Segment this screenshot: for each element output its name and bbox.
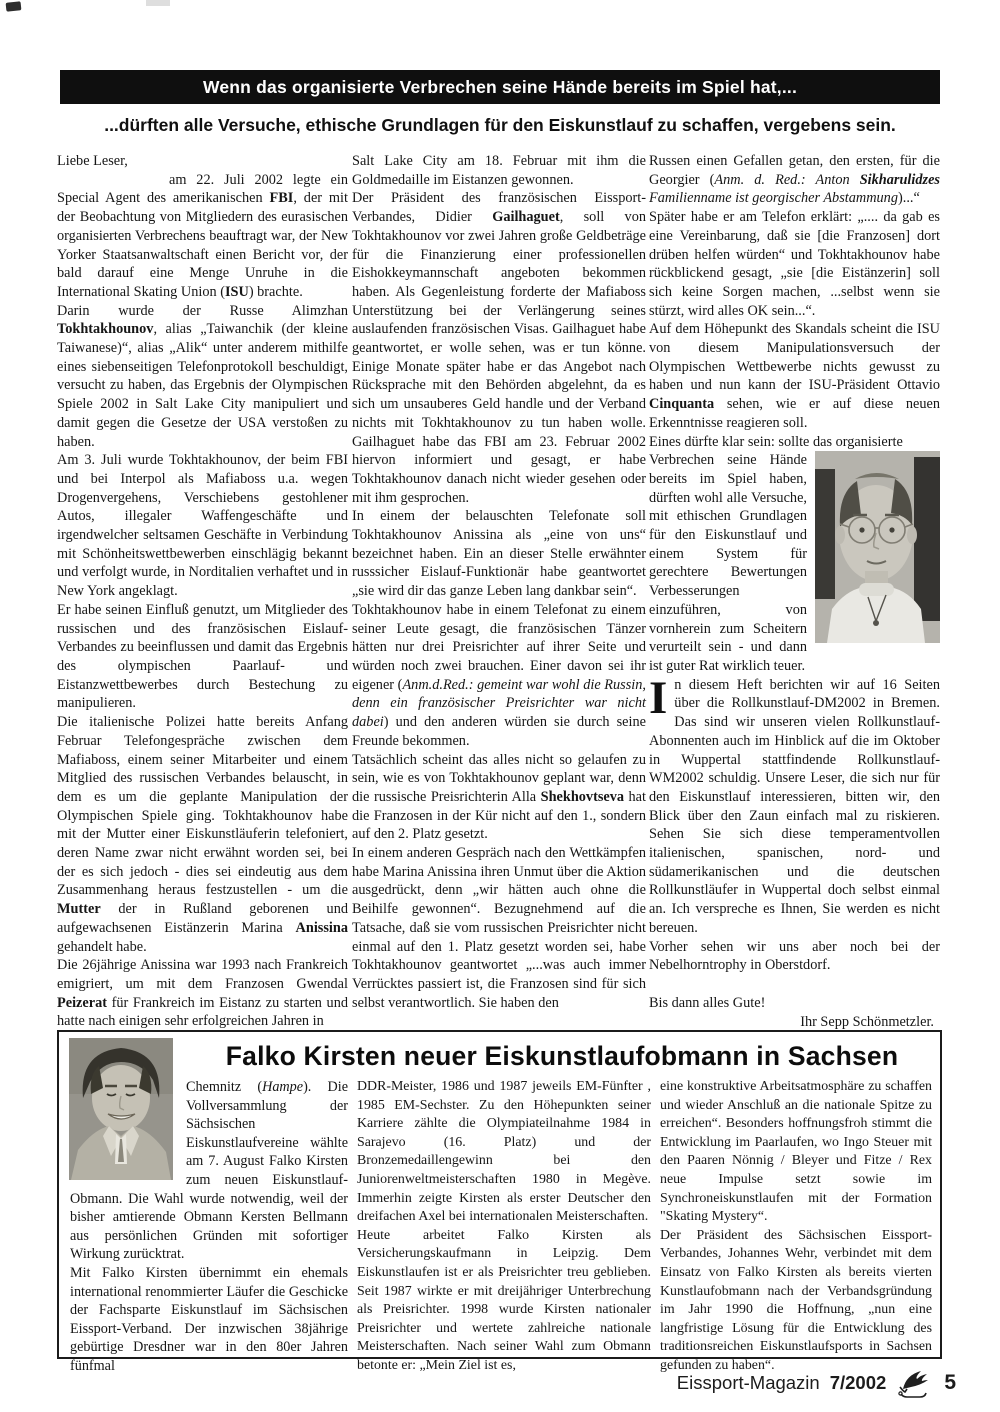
scan-artifact (146, 0, 170, 6)
article-paragraph-dropcap (649, 671, 940, 938)
article-column-2 (352, 152, 646, 1012)
article-paragraph: Salt Lake City am 18. Februar mit ihm die Goldmedaille im Eistanzen gewonnen. (352, 153, 646, 188)
article-paragraph: Später habe er am Telefon erklärt: „.... da gab es eine Vereinbarung, daß sie [die Franzosen] dort drüben helfen würden“ und Tokhtakhounov habe rückblickend gesagt, „sie [die Eistänzerin] soll sich keine Sorgen machen, ...selbst wenn sie stürzt, wird alles OK sein...“. (649, 209, 940, 319)
box-column-3 (660, 1078, 932, 1373)
box-paragraph: eine konstruktive Arbeitsatmosphäre zu schaffen und wieder Anschluß an die nationale Spitze zu erreichen“. Besonders hoffnungsfroh stimmt die Entwicklung im Paarlaufen, wo Ingo Steuer mit den Paaren Nönnig / Bleyer und Fitze / Rex neue Impulse setzt sowie im Synchroneiskunstlaufen mit der Formation "Skating Mystery“. (660, 1079, 932, 1225)
article-paragraph: Vorher sehen wir uns aber noch bei der Nebelhorntrophy in Oberstdorf. (649, 938, 940, 974)
box-column-2 (357, 1078, 651, 1373)
signature-text: Ihr Sepp Schönmetzler. (800, 1013, 934, 1030)
article-paragraph: Darin wurde der Russe Alimzhan Tokhtakhounov, alias „Taiwanchik (der kleine Taiwanese)“, alias „Alik“ unter anderem mithilfe eines siebenseitigen Telefonprotokoll beschuldigt, versucht zu haben, das Ergebnis der Olympischen Spiele 2002 in Salt Lake City manipuliert und damit gegen die Gesetze der USA verstoßen zu haben. (57, 302, 348, 450)
article-paragraph: Tatsächlich scheint das alles nicht so gelaufen zu sein, wie es von Tokhtakhounov geplant war, denn die russische Preisrichterin Alla Shekhovtseva hat die Franzosen in der Kür nicht auf den 1., sondern auf den 2. Platz gesetzt. (352, 751, 646, 843)
article-paragraph: Eines dürfte klar sein: sollte das organisierte (649, 433, 903, 450)
article-paragraph: Russen einen Gefallen getan, den ersten, für die Georgier (Anm. d. Red.: Anton Sikharulidzes Familienname ist georgischer Abstammung)...“ (649, 153, 940, 207)
box-column-1 (70, 1078, 348, 1374)
article-paragraph-text: n diesem Heft berichten wir auf 16 Seiten über die Rollkunstlauf-DM2002 in Bremen. Das sind wir unseren vielen Rollkunstlauf-Abonnenten auch im Hinblick auf die im Oktober in Wuppertal stattfindende Rollkunstlauf-WM2002 schuldig. Unsere Leser, die sich nur für den Eiskunstlauf interessieren, bitten wir, den Blick über den Zaun einfach mal zu riskieren. Sehen Sie sich diese temperamentvollen italienischen, spanischen, nord- und südamerikanischen und die deutschen Rollkunstläufer in Wuppertal doch selbst einmal an. Ich verspreche es Ihnen, Sie werden es nicht bereuen. (649, 676, 940, 936)
box-paragraph: Mit Falko Kirsten übernimmt ein ehemals international renommierter Läufer die Geschicke der Fachsparte Eiskunstlauf im Sächsischen Eissport-Verband. Der inzwischen 38jährige gebürtige Dresdner war in den 80er Jahren fünfmal (70, 1264, 348, 1374)
article-column-3 (649, 152, 940, 1031)
box-columns (70, 1078, 932, 1374)
article-paragraph: Der Präsident des französischen Eissport-Verbandes, Didier Gailhaguet, soll von Tokhtakhounov vor zwei Jahren große Geldbeträge für die Finanzierung einer professionellen Eishokkeymannschaft angeboten bekommen haben. Als Gegenleistung forderte der Mafiaboss Unterstützung bei der Verlängerung seines auslaufenden französischen Visas. Gailhaguet habe geantwortet, er wolle sehen, was er tun könne. Einige Monate später habe er das Angebot nach Rücksprache mit den Behörden abgelehnt, da es sich um unsauberes Geld handle und der Verband nichts mit Tokhtakhounov zu tun haben wolle. Gailhaguet habe das FBI am 23. Februar 2002 hiervon informiert und gesagt, er habe Tokhtakhounov danach nicht wieder gesehen oder mit ihm gesprochen. (352, 190, 646, 506)
scan-artifact (6, 1, 22, 12)
article-paragraph: Auf dem Höhepunkt des Skandals scheint die ISU von diesem Manipulationsversuch der Olympischen Wettbewerbe nichts gewusst zu haben und nun kann der ISU-Präsident Ottavio Cinquanta sehen, wie er auf diese neuen Erkenntnisse reagieren soll. (649, 321, 940, 431)
article-paragraph: Tokhtakhounov habe in einem Telefonat zu einem seiner Leute gesagt, die französischen Tänzer hätten nur drei Preisrichter auf ihrer Seite und würden noch zwei brauchen. Einer davon sei ihr eigener (Anm.d.Red.: gemeint war wohl die Russin, denn ein französischer Preisrichter war nicht dabei) und den anderen würden sie durch seine Freunde bekommen. (352, 601, 646, 749)
article-paragraph: In einem anderen Gespräch nach den Wettkämpfen habe Marina Anissina ihren Unmut über die Aktion ausgedrückt, denn „wir hätten auch ohne die Beihilfe gewonnen“. Bezugnehmend auf die Tatsache, daß sie vom russischen Preisrichter nicht einmal auf den 1. Platz gesetzt worden sei, habe Tokhtakhounov geantwortet „...was auch immer Verrücktes passiert ist, die Franzosen sind für sich selbst verantwortlich. Sie haben den (352, 845, 646, 1011)
box-paragraph: Der Präsident des Sächsischen Eissport-Verbandes, Johannes Wehr, verbindet mit dem Einsatz von Falko Kirsten als bereits vierten Kunstlaufobmann nach der Verbandsgründung im Jahr 1990 die Hoffnung, „nun eine langfristige Lösung für die Entwicklung des traditionsreichen Eiskunstlaufsports in Sachsen gefunden zu haben“. (660, 1227, 932, 1373)
headline-banner (60, 70, 940, 104)
article-column-1 (57, 152, 348, 1031)
headline-banner-text: Wenn das organisierte Verbrechen seine Hände bereits im Spiel hat,... (202, 76, 798, 97)
article-paragraph: Die 26jährige Anissina war 1993 nach Frankreich emigriert, um mit dem Franzosen Gwendal Peizerat für Frankreich im Eistanz zu starten und hatte nach einigen sehr erfolgreichen Jahren in (57, 957, 348, 1030)
magazine-logo-icon (896, 1368, 930, 1398)
article-paragraph: In einem der belauschten Telefonate soll Tokhtakhounov Anissina als „eine von uns“ bezeichnet haben. Ein an dieser Stelle erwähnter russsicher Eislauf-Funktionär habe geantwortet „sie wird dir das ganze Leben lang dankbar sein“. (352, 508, 646, 600)
box-paragraph: DDR-Meister, 1986 und 1987 jeweils EM-Fünfter , 1985 EM-Sechster. Zu den Höhepunkten seiner Karriere zählte die Olympiateilnahme 1984 in Sarajevo (16. Platz) und der Bronzemedaillengewinn bei den Juniorenweltmeisterschaften 1980 in Megève. Immerhin zeigte Kirsten als erster Deutscher den dreifachen Axel bei internationalen Meisterschaften. (357, 1079, 651, 1225)
signoff-text: Bis dann alles Gute! (649, 994, 766, 1011)
article-paragraph: Am 3. Juli wurde Tokhtakhounov, der beim FBI und bei Interpol als Mafiaboss u.a. wegen Drogenvergehens, Verschiebens gestohlener Autos, illegaler Waffengeschäfte und irgendwelcher seltsamen Geschäfte in Verbindung mit Schönheitswettbewerben einschlägig bekannt und verfolgt wurde, in Norditalien verhaftet und in New York angeklagt. (57, 452, 348, 600)
magazine-name: Eissport-Magazin (676, 1372, 820, 1393)
drop-cap: I (649, 671, 668, 724)
sepp-schoenmetzler-photo (815, 451, 940, 643)
page-footer (677, 1368, 956, 1398)
photo-spacer (70, 1078, 186, 1182)
photo-wrap-block (649, 451, 940, 675)
falko-kirsten-article-box (57, 1030, 942, 1374)
article-paragraph: Die italienische Polizei hatte bereits Anfang Februar Telefongespräche zwischen dem Mafiaboss, einem seiner Mitarbeiter und einem Mitglied des russischen Verbandes belauscht, in dem es um die geplante Manipulation der Olympischen Spiele ging. Tokhtakhounov habe mit der Mutter einer Eiskunstläuferin telefoniert, deren Name zwar nicht erwähnt worden sei, bei der es sich jedoch - dies sei eindeutig aus dem Zusammenhang heraus festzustellen - um die Mutter der in Rußland geborenen und aufgewachsenen Eistänzerin Marina Anissina gehandelt habe. (57, 714, 348, 955)
box-title: Falko Kirsten neuer Eiskunstlaufobmann in Sachsen (225, 1041, 899, 1071)
page-number: 5 (944, 1371, 956, 1394)
box-paragraph: Heute arbeitet Falko Kirsten als Versicherungskaufmann in Leipzig. Dem Eiskunstlaufen ist er als Preisrichter treu geblieben. Seit 1987 wirkte er mit dreijähriger Unterbrechung als Preisrichter. 1998 wurde Kirsten nationaler Preisrichter und wertete zahlreiche nationale Meisterschaften. Nach seiner Wahl zum Obmann betonte er: „Mein Ziel ist es, (357, 1227, 651, 1373)
salutation: Liebe Leser, (57, 153, 128, 169)
article-paragraph: am 22. Juli 2002 legte ein Special Agent des amerikanischen FBI, der mit der Beobachtung von Mitgliedern des eurasischen organisierten Verbrechens beauftragt war, der New Yorker Staatsanwaltschaft einen Bericht vor, der bald darauf eine Menge Unruhe in die International Skating Union (ISU) brachte. (57, 171, 348, 300)
issue-number: 7/2002 (829, 1372, 887, 1393)
headline-subtitle: ...dürften alle Versuche, ethische Grundlagen für den Eiskunstlauf zu schaffen, vergebens sein. (104, 115, 896, 135)
box-paragraph: Chemnitz (Hampe). Die Vollversammlung der Sächsischen Eiskunstlaufvereine wählte am 7. August Falko Kirsten zum neuen Eiskunstlauf-Obmann. Die Wahl wurde notwendig, weil der bisher amtierende Obmann Kersten Bellmann aus persönlichen Gründen mit sofortiger Wirkung zurücktrat. (70, 1079, 348, 1263)
article-paragraph: Er habe seinen Einfluß genutzt, um Mitglieder des russischen und des französischen Eislauf-Verbandes zu beeinflussen und damit das Ergebnis des olympischen Paarlauf- und Eistanzwettbewerbes durch Bestechung zu manipulieren. (57, 601, 348, 712)
article-paragraph: Verbrechen seine Hände bereits im Spiel haben, dürften wohl alle Versuche, mit ethischen Grundlagen für den Eiskunstlauf und einem System für gerechtere Bewertungen Verbesserungen einzuführen, von vornherein zum Scheitern verurteilt sein - und dann ist guter Rat wirklich teuer. (649, 452, 807, 674)
